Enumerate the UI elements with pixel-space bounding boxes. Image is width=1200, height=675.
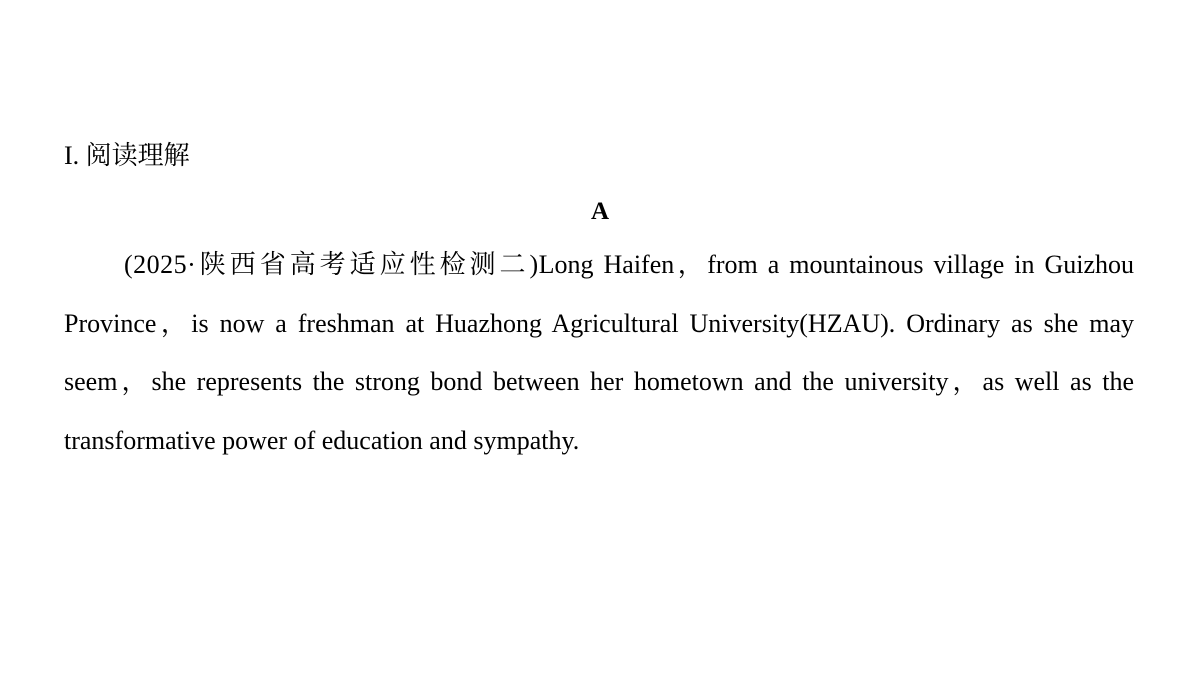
- passage-label: A: [590, 198, 610, 225]
- passage-source: (2025·陕西省高考适应性检测二): [124, 250, 539, 279]
- passage-paragraph: [64, 236, 1134, 470]
- passage-text: Long Haifen，from a mountainous village in Guizhou Province，is now a freshman at Huazhong Agricultural University(HZAU). Ordinary as she may seem，she represents the strong bond between her hometown and the university，as well as the transformative power of education and sympathy.: [64, 250, 1134, 455]
- section-title: I. 阅读理解: [64, 141, 190, 170]
